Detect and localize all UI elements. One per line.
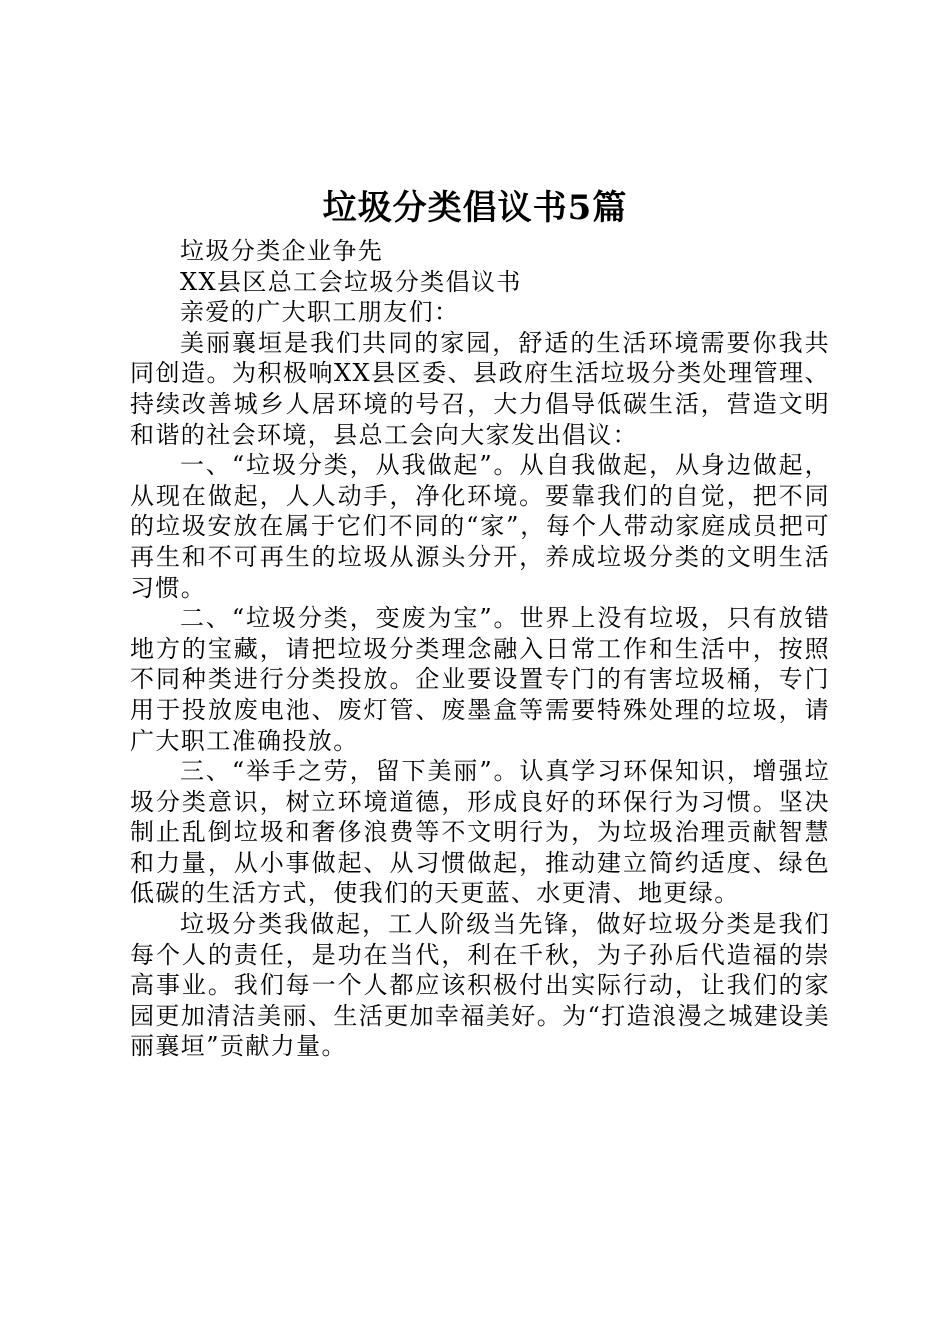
- subtitle-line: 垃圾分类企业争先: [180, 237, 384, 265]
- intro-paragraph: 美丽襄垣是我们共同的家园，舒适的生活环境需要你我共同创造。为积极响XX县区委、县政府生活垃圾分类处理管理、持续改善城乡人居环境的号召，大力倡导低碳生活，营造文明和谐的社会环境，县总工会向大家发出倡议：: [130, 328, 830, 449]
- proposal-heading: XX县区总工会垃圾分类倡议书: [180, 267, 522, 296]
- point-two-paragraph: 二、“垃圾分类，变废为宝”。世界上没有垃圾，只有放错地方的宝藏，请把垃圾分类理念融入日常工作和生活中，按照不同种类进行分类投放。企业要设置专门的有害垃圾桶，专门用于投放废电池、废灯管、废墨盒等需要特殊处理的垃圾，请广大职工准确投放。: [130, 604, 830, 755]
- salutation: 亲爱的广大职工朋友们：: [180, 298, 460, 327]
- closing-paragraph: 垃圾分类我做起，工人阶级当先锋，做好垃圾分类是我们每个人的责任，是功在当代，利在千秋，为子孙后代造福的崇高事业。我们每一个人都应该积极付出实际行动，让我们的家园更加清洁美丽、生活更加幸福美好。为“打造浪漫之城建设美丽襄垣”贡献力量。: [130, 910, 830, 1061]
- document-body: [130, 236, 830, 1062]
- point-three-paragraph: 三、“举手之劳，留下美丽”。认真学习环保知识，增强垃圾分类意识，树立环境道德，形成良好的环保行为习惯。坚决制止乱倒垃圾和奢侈浪费等不文明行为，为垃圾治理贡献智慧和力量，从小事做起、从习惯做起，推动建立简约适度、绿色低碳的生活方式，使我们的天更蓝、水更清、地更绿。: [130, 757, 830, 908]
- point-one-paragraph: 一、“垃圾分类，从我做起”。从自我做起，从身边做起，从现在做起，人人动手，净化环境。要靠我们的自觉，把不同的垃圾安放在属于它们不同的“家”，每个人带动家庭成员把可再生和不可再生的垃圾从源头分开，养成垃圾分类的文明生活习惯。: [130, 451, 830, 602]
- document-title: 垃圾分类倡议书5篇: [322, 188, 628, 228]
